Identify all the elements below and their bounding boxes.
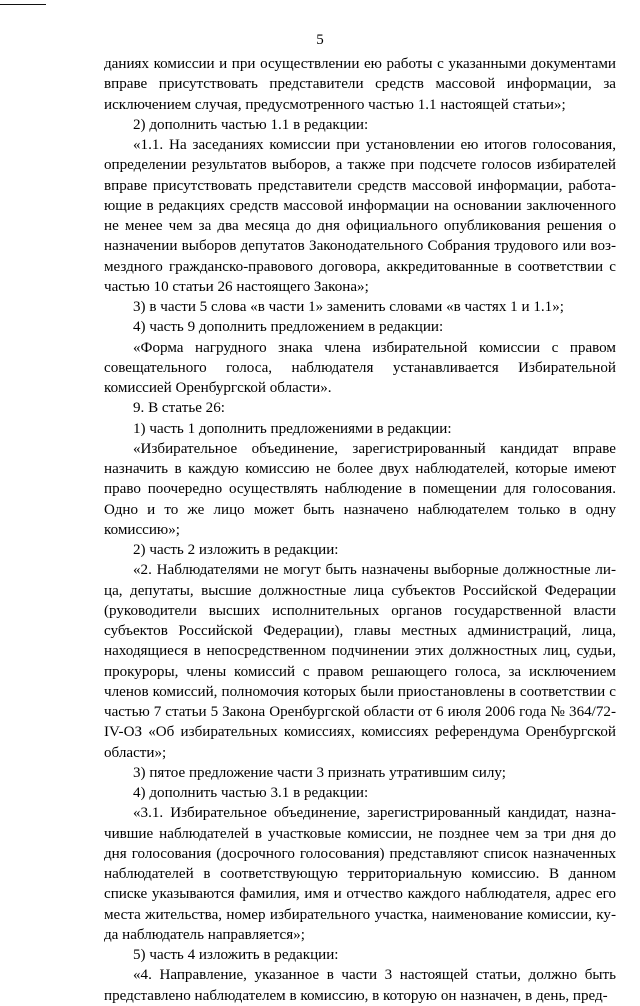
corner-rule <box>0 4 46 5</box>
paragraph: 2) часть 2 изложить в редакции: <box>133 542 339 558</box>
paragraph: 1) часть 1 дополнить предложениями в редакции: <box>133 420 452 437</box>
paragraph: «2. Наблюдателями не могут быть назначены выборные должностные лица, депутаты, высшие должностные лица субъектов Российской Федерации (руководители высших исполнительных органов государственной власти субъектов Российской Федерации), главы местных администраций, лица, находящиеся в непосредственном подчинении этих должностных лиц, судьи, прокуроры, члены комиссий с правом решающего голоса, за исключением членов комиссий, полномочия которых были приостановлены в соответствии с частью 7 статьи 5 Закона Оренбургской области от 6 июля 2006 года № 364/72-IV-ОЗ «Об избирательных комиссиях, комиссиях референдума Оренбургской области»; <box>104 562 616 761</box>
document-body <box>104 54 616 1006</box>
paragraph: 5) часть 4 изложить в редакции: <box>133 947 339 963</box>
paragraph: 3) в части 5 слова «в части 1» заменить словами «в частях 1 и 1.1»; <box>133 299 564 315</box>
page-number: 5 <box>316 32 324 48</box>
paragraph: 3) пятое предложение части 3 признать утратившим силу; <box>133 764 506 781</box>
paragraph: 9. В статье 26: <box>133 400 225 417</box>
paragraph: «3.1. Избирательное объединение, зарегистрированный кандидат, назначившие наблюдателей в участковые комиссии, не позднее чем за три дня до дня голосования (досрочного голосования) представляют список назначенных наблюдателей в соответствующую территориальную комиссию. В данном списке указываются фамилия, имя и отчество каждого наблюдателя, адрес его места жительства, номер избирательного участка, наименование комиссии, куда наблюдатель направляется»; <box>104 805 616 943</box>
paragraph: 4) дополнить частью 3.1 в редакции: <box>133 785 369 801</box>
paragraph: «Форма нагрудного знака члена избирательной комиссии с правом совещательного голоса, наблюдателя устанавливается Избирательной комиссией Оренбургской области». <box>104 339 616 396</box>
paragraph: 4) часть 9 дополнить предложением в редакции: <box>133 319 444 336</box>
paragraph: «4. Направление, указанное в части 3 настоящей статьи, должно быть представлено наблюдателем в комиссию, в которую он назначен, в день, пред- <box>104 967 616 1004</box>
paragraph: «Избирательное объединение, зарегистрированный кандидат вправе назначить в каждую комиссию не более двух наблюдателей, которые имеют право поочередно осуществлять наблюдение в помещении для голосования. Одно и то же лицо может быть назначено наблюдателем только в одну комиссию»; <box>104 440 616 538</box>
paragraph: даниях комиссии и при осуществлении ею работы с указанными документами вправе присутствовать представители средств массовой информации, за исключением случая, предусмотренного частью 1.1 настоящей статьи»; <box>104 56 616 113</box>
paragraph: «1.1. На заседаниях комиссии при установлении ею итогов голосования, определении результатов выборов, а также при подсчете голосов избирателей вправе присутствовать представители средств массовой информации, работающие в редакциях средств массовой информации на основании заключенного не менее чем за два месяца до дня официального опубликования решения о назначении выборов депутатов Законодательного Собрания трудового или возмездного гражданско-правового договора, аккредитованные в соответствии с частью 10 статьи 26 настоящего Закона»; <box>104 137 616 295</box>
paragraph: 2) дополнить частью 1.1 в редакции: <box>133 116 369 133</box>
